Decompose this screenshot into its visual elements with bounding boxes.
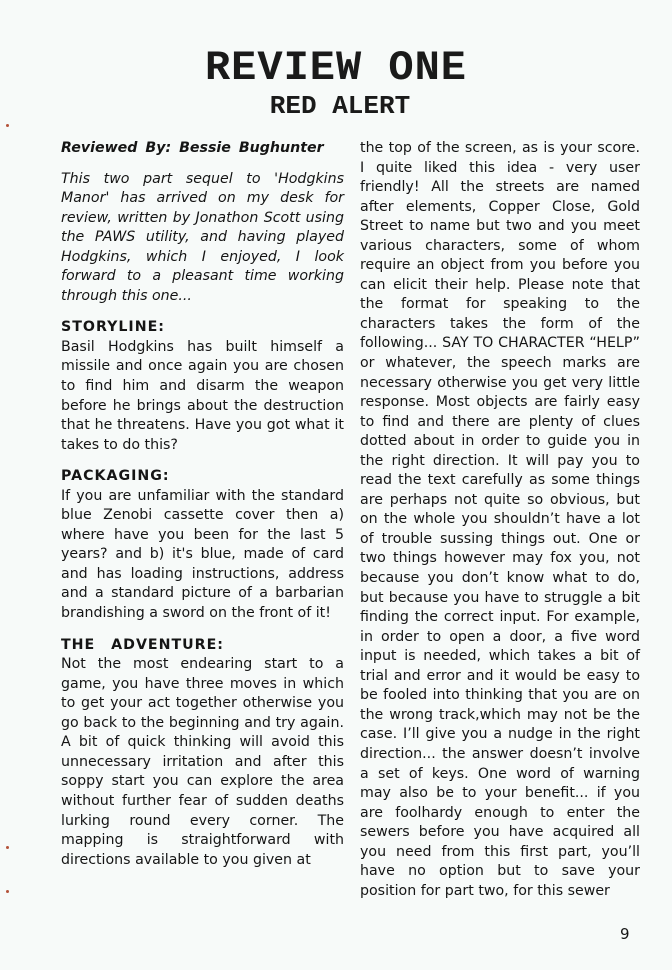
intro-paragraph: This two part sequel to 'Hodgkins Manor' has arrived on my desk for review, written by Jonathon Scott using the PAWS utility, and having played Hodgkins, which I enjoyed, I look forward to a pleasant time working through this one...: [61, 170, 344, 304]
byline: Reviewed By: Bessie Bughunter: [61, 140, 324, 156]
page-number: 9: [620, 925, 630, 943]
section-heading-adventure: THE ADVENTURE:: [61, 636, 224, 653]
right-column: [360, 139, 640, 901]
section-body-adventure: Not the most endearing start to a game, you have three moves in which to get your act together otherwise you go back to the beginning and try again. A bit of quick thinking will avoid this unnecessary irritation and after this soppy start you can explore the area without further fear of sudden deaths lurking round every corner. The mapping is straightforward with directions available to you given at: [61, 656, 344, 868]
section-heading-packaging: PACKAGING:: [61, 468, 170, 485]
review-subtitle: RED ALERT: [269, 91, 411, 121]
section-body-storyline: Basil Hodgkins has built himself a missile and once again you are chosen to find him and disarm the weapon before he brings about the destruction that he threatens. Have you got what it takes to do this?: [61, 338, 344, 453]
section-body-packaging: If you are unfamiliar with the standard blue Zenobi cassette cover then a) where have you been for the last 5 years? and b) it's blue, made of card and has loading instructions, address and a standard picture of a barbarian brandishing a sword on the front of it!: [61, 487, 344, 622]
page-title: REVIEW ONE: [204, 44, 468, 92]
section-heading-storyline: STORYLINE:: [61, 319, 165, 336]
left-column: [61, 139, 344, 882]
continuation-paragraph: the top of the screen, as is your score. I quite liked this idea - very user friendly! All the streets are named after elements, Copper Close, Gold Street to name but two and you meet various characters, some of whom require an object from you before you can elicit their help. Please note that the format for speaking to the characters takes the form of the following... SAY TO CHARACTER “HELP” or whatever, the speech marks are necessary otherwise you get very little response. Most objects are fairly easy to find and there are plenty of clues dotted about in order to guide you in the right direction. It will pay you to read the text carefully as some things are perhaps not quite so obvious, but on the whole you shouldn’t have a lot of trouble sussing things out. One or two things however may fox you, not because you don’t know what to do, but because you have to struggle a bit finding the correct input. For example, in order to open a door, a five word input is needed, which takes a bit of trial and error and it would be easy to be fooled into thinking that you are on the wrong track,which may not be the case. I’ll give you a nudge in the right direction... the answer doesn’t involve a set of keys. One word of warning may also be to your benefit... if you are foolhardy enough to enter the sewers before you have acquired all you need from this first part, you’ll have no option but to save your position for part two, for this sewer: [360, 140, 640, 899]
paper-speck: [6, 124, 9, 127]
paper-speck: [6, 846, 9, 849]
paper-speck: [6, 890, 9, 893]
